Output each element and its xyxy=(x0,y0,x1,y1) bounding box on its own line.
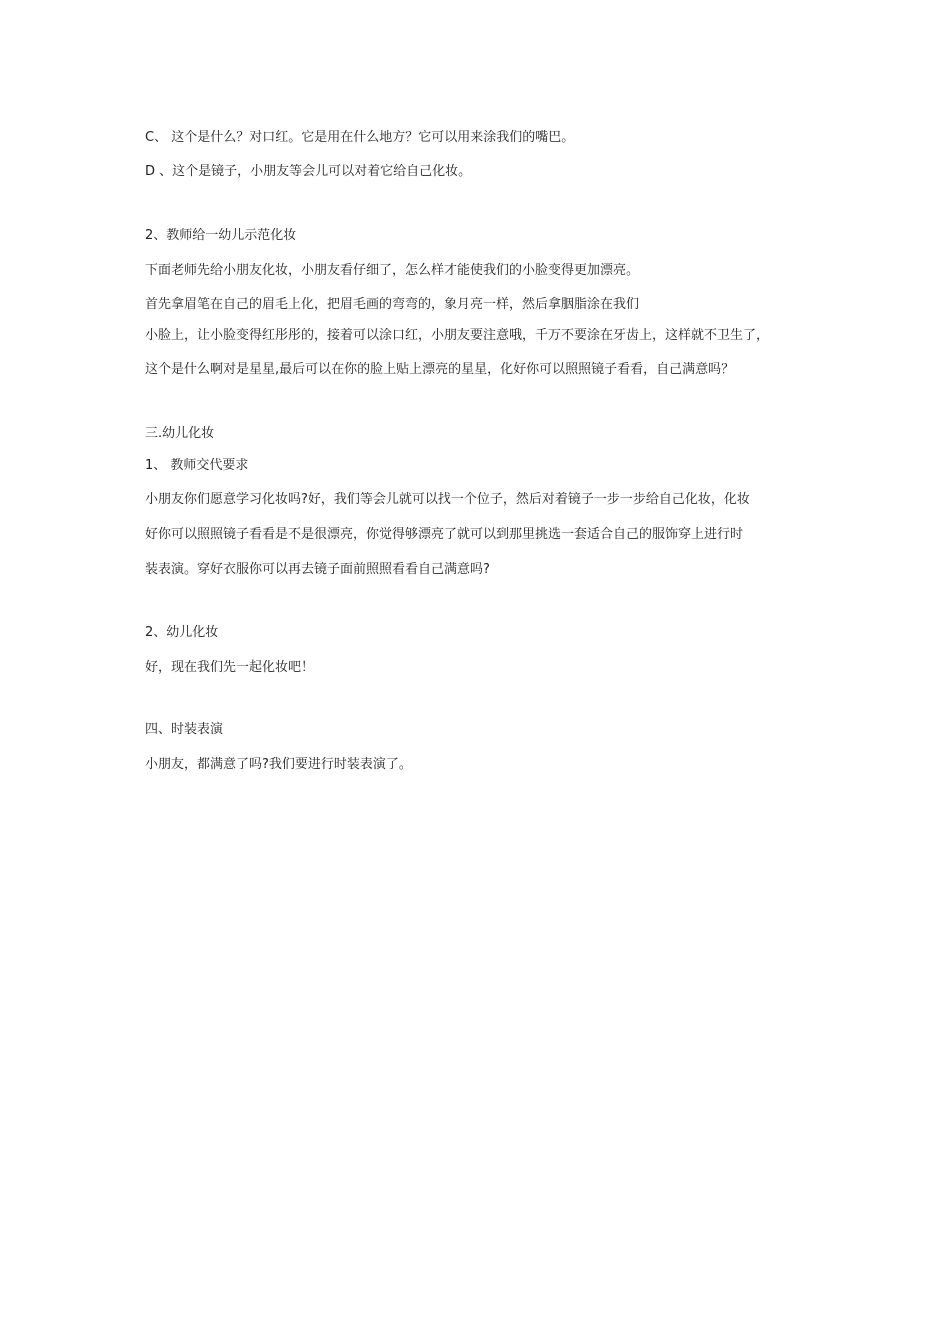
paragraph-line: 这个是什么啊对是星星,最后可以在你的脸上贴上漂亮的星星，化好你可以照照镜子看看，自己满意吗？ xyxy=(145,362,735,377)
paragraph-line: 小朋友，都满意了吗?我们要进行时装表演了。 xyxy=(145,757,412,772)
subsection-heading: 1、 教师交代要求 xyxy=(145,458,249,473)
paragraph-line: 首先拿眉笔在自己的眉毛上化，把眉毛画的弯弯的，象月亮一样，然后拿胭脂涂在我们 xyxy=(145,297,640,312)
paragraph-line: 好你可以照照镜子看看是不是很漂亮，你觉得够漂亮了就可以到那里挑选一套适合自己的服饰穿上进行时 xyxy=(145,527,744,542)
paragraph-line: 好，现在我们先一起化妆吧！ xyxy=(145,660,315,675)
paragraph-item-d: D 、这个是镜子，小朋友等会儿可以对着它给自己化妆。 xyxy=(145,164,472,179)
paragraph-line: 下面老师先给小朋友化妆，小朋友看仔细了，怎么样才能使我们的小脸变得更加漂亮。 xyxy=(145,263,640,278)
subsection-heading: 2、幼儿化妆 xyxy=(145,625,219,640)
section-heading-4: 四、时装表演 xyxy=(145,722,224,737)
paragraph-line: 小脸上，让小脸变得红彤彤的，接着可以涂口红，小朋友要注意哦，千万不要涂在牙齿上，这样就不卫生了， xyxy=(145,328,770,343)
section-heading-3: 三.幼儿化妆 xyxy=(145,426,215,441)
paragraph-item-c: C、 这个是什么？对口红。它是用在什么地方？它可以用来涂我们的嘴巴。 xyxy=(145,130,575,145)
paragraph-line: 装表演。穿好衣服你可以再去镜子面前照照看看自己满意吗? xyxy=(145,562,490,577)
paragraph-line: 小朋友你们愿意学习化妆吗?好，我们等会儿就可以找一个位子，然后对着镜子一步一步给自己化妆，化妆 xyxy=(145,492,750,507)
section-heading-demo: 2、教师给一幼儿示范化妆 xyxy=(145,228,297,243)
